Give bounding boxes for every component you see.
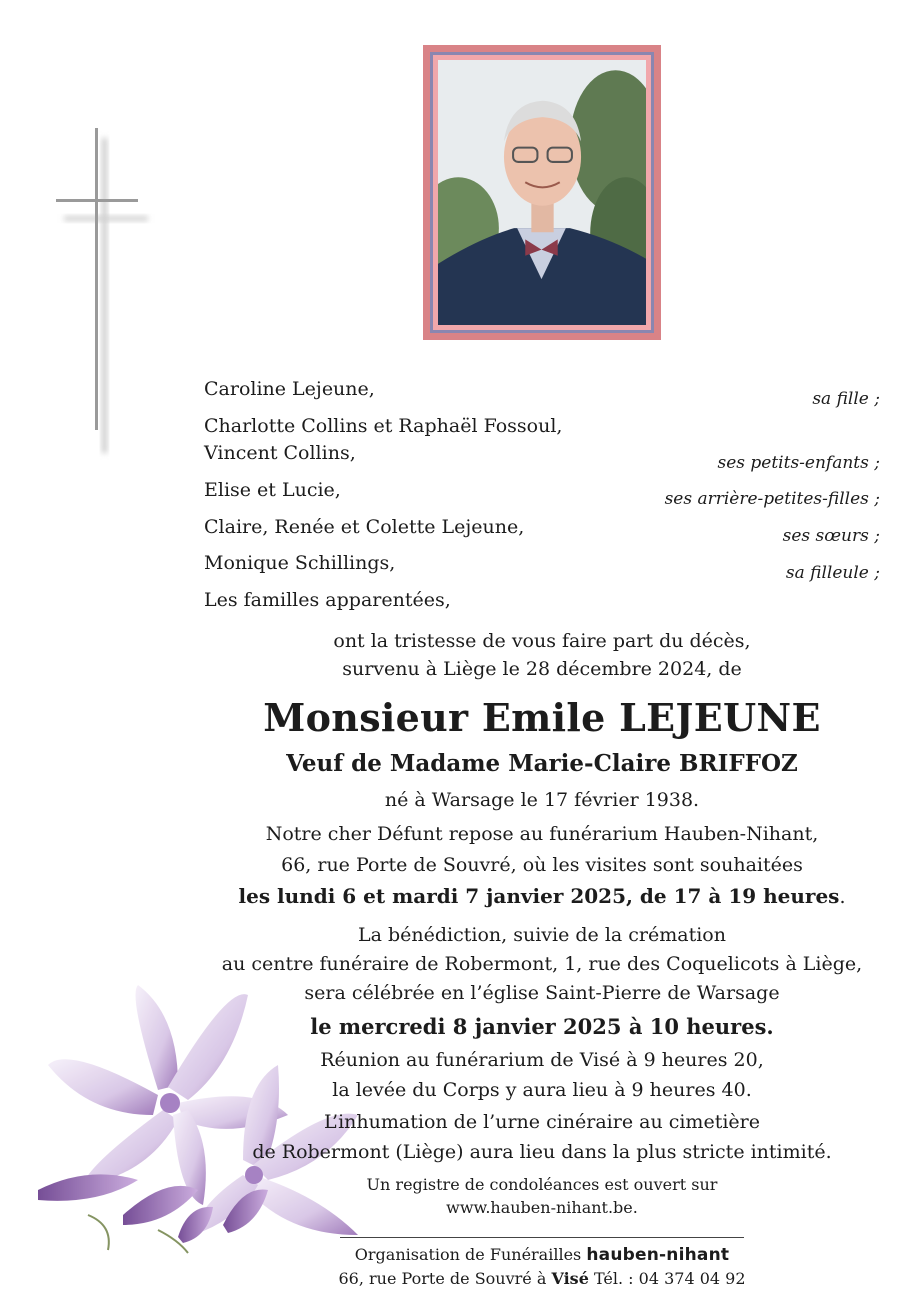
footer-org-prefix: Organisation de Funérailles [354,1245,582,1264]
family-name-3: Elise et Lucie, [204,479,341,501]
footer-organisation [300,1244,784,1266]
visits-dates-end: . [839,886,846,908]
family-name-4: Claire, Renée et Colette Lejeune, [204,516,525,538]
deceased-name: Monsieur Emile LEJEUNE [263,695,821,740]
visits-dates [200,882,884,911]
ceremony-line-3: sera célébrée en l’église Saint-Pierre de Warsage [304,982,780,1004]
family-name-2b: Vincent Collins, [204,442,356,464]
family-name-2: Charlotte Collins et Raphaël Fossoul, [204,415,563,437]
announcement-line-2: survenu à Liège le 28 décembre 2024, de [342,658,742,680]
family-relation-1: sa fille ; [812,389,880,409]
ceremony-line-1: La bénédiction, suivie de la crémation [358,924,726,946]
footer-address-text: 66, rue Porte de Souvré à [338,1269,547,1288]
register-url[interactable]: www.hauben-nihant.be. [446,1198,638,1217]
family-relation-4: ses sœurs ; [782,526,880,546]
family-relation-2: ses petits-enfants ; [717,453,880,473]
footer-address [300,1268,784,1290]
visits-dates-text: les lundi 6 et mardi 7 janvier 2025, de 17 à 19 heures [238,884,840,908]
footer-divider [340,1237,744,1238]
visits-line-2: 66, rue Porte de Souvré, où les visites sont souhaitées [281,854,803,876]
announcement-line-1: ont la tristesse de vous faire part du décès, [333,630,751,652]
ceremony-meeting-2: la levée du Corps y aura lieu à 9 heures 40. [332,1079,752,1101]
ceremony-line-2: au centre funéraire de Robermont, 1, rue des Coquelicots à Liège, [221,953,863,975]
family-name-5: Monique Schillings, [204,552,396,574]
deceased-birth: né à Warsage le 17 février 1938. [384,789,700,811]
burial-line-2: de Robermont (Liège) aura lieu dans la plus stricte intimité. [252,1141,832,1163]
family-name-6: Les familles apparentées, [204,589,451,611]
ceremony-meeting-1: Réunion au funérarium de Visé à 9 heures 20, [320,1049,764,1071]
visits-line-1: Notre cher Défunt repose au funérarium Hauben-Nihant, [265,823,819,845]
brand-logo: hauben-nihant [586,1245,730,1265]
ceremony-date: le mercredi 8 janvier 2025 à 10 heures. [310,1014,774,1039]
deceased-spouse: Veuf de Madame Marie-Claire BRIFFOZ [286,750,798,777]
family-name-1: Caroline Lejeune, [204,378,375,400]
portrait-photo [438,60,646,325]
family-relation-3: ses arrière-petites-filles ; [664,489,880,509]
portrait-frame [423,45,661,340]
footer-city: Visé [551,1269,589,1288]
cross-icon [50,120,160,460]
burial-line-1: L’inhumation de l’urne cinéraire au cimetière [324,1111,760,1133]
family-relation-5: sa filleule ; [785,563,880,583]
footer-phone: Tél. : 04 374 04 92 [593,1269,746,1288]
register-line: Un registre de condoléances est ouvert sur [366,1175,718,1194]
